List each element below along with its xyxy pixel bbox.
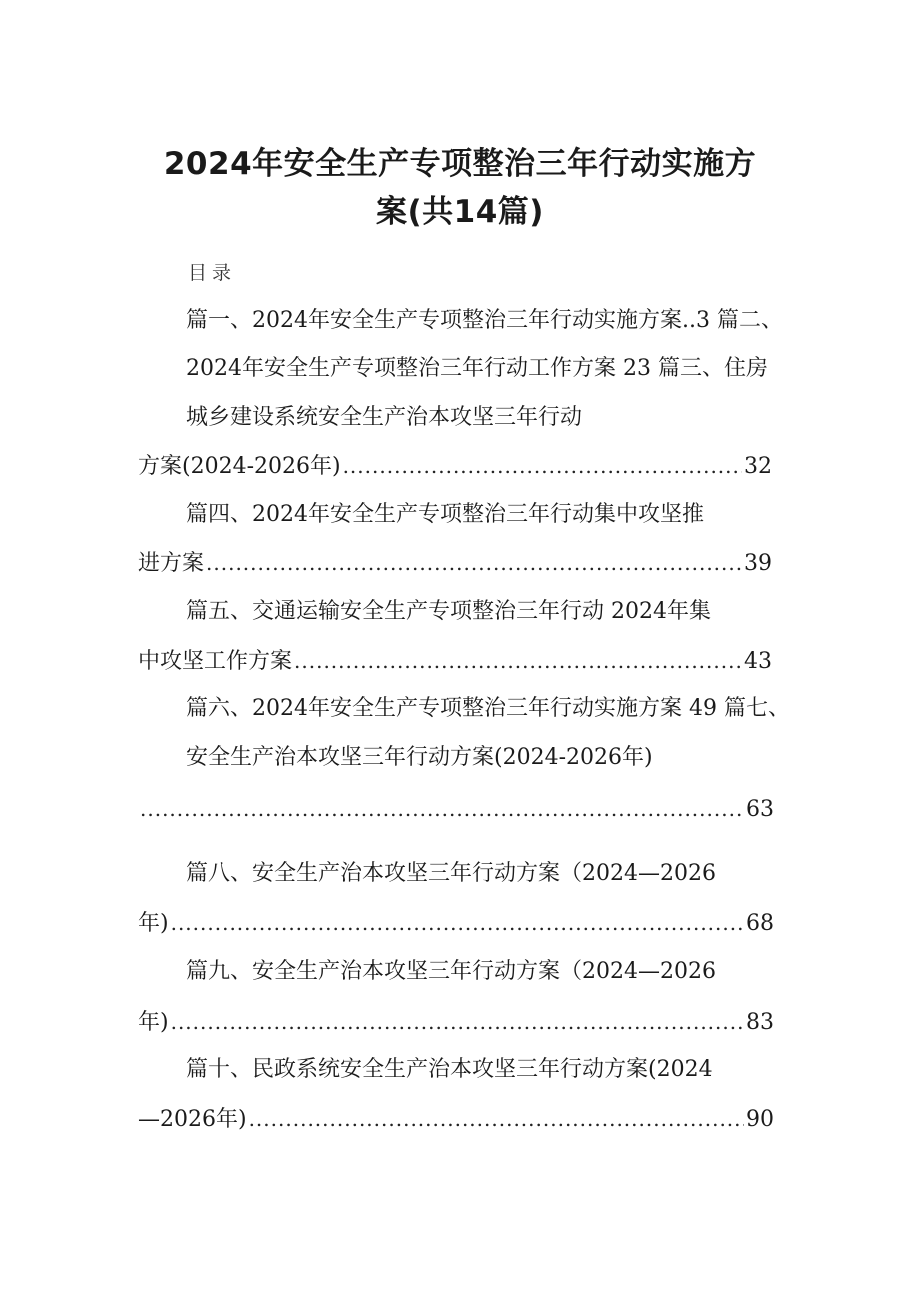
dot-leader [249, 1104, 744, 1134]
toc-entry-label: 方案(2024-2026年) [138, 454, 341, 479]
toc-page-number: 32 [744, 454, 772, 479]
document-title-line1: 2024年安全生产专项整治三年行动实施方 [163, 146, 757, 182]
dot-leader [171, 1007, 744, 1037]
document-title-line2: 案(共14篇) [376, 194, 544, 230]
toc-entry-label: 年) [138, 1010, 169, 1035]
toc-line: 篇六、2024年安全生产专项整治三年行动实施方案 49 篇七、 [186, 696, 790, 721]
toc-line: 篇九、安全生产治本攻坚三年行动方案（2024—2026 [186, 959, 716, 984]
toc-entry-dotted [138, 1104, 774, 1135]
toc-line: 城乡建设系统安全生产治本攻坚三年行动 [186, 405, 583, 430]
toc-entry-label: 进方案 [138, 551, 205, 576]
toc-line: 篇五、交通运输安全生产专项整治三年行动 2024年集 [186, 599, 711, 624]
dot-leader [294, 646, 742, 676]
toc-line: 2024年安全生产专项整治三年行动工作方案 23 篇三、住房 [186, 356, 768, 381]
dot-leader [206, 548, 742, 578]
toc-entry-dotted [138, 908, 774, 939]
toc-entry-label: —2026年) [138, 1107, 247, 1132]
toc-entry-label: 中攻坚工作方案 [138, 649, 293, 674]
toc-line: 篇八、安全生产治本攻坚三年行动方案（2024—2026 [186, 861, 716, 886]
toc-entry-dotted [138, 548, 772, 579]
toc-entry-dotted [138, 451, 772, 482]
toc-line: 篇一、2024年安全生产专项整治三年行动实施方案..3 篇二、 [186, 308, 783, 333]
toc-page-number: 90 [746, 1107, 774, 1132]
dot-leader [140, 794, 744, 824]
toc-entry-dotted [138, 1007, 774, 1038]
toc-page-number: 63 [746, 797, 774, 822]
toc-page-number: 43 [744, 649, 772, 674]
dot-leader [171, 908, 744, 938]
toc-heading: 目录 [188, 262, 237, 284]
toc-entry-dotted [138, 794, 774, 825]
toc-page-number: 68 [746, 911, 774, 936]
dot-leader [343, 451, 742, 481]
toc-page-number: 83 [746, 1010, 774, 1035]
toc-entry-label: 年) [138, 911, 169, 936]
toc-entry-dotted [138, 646, 772, 677]
toc-line: 安全生产治本攻坚三年行动方案(2024-2026年) [186, 745, 653, 770]
toc-page-number: 39 [744, 551, 772, 576]
toc-line: 篇十、民政系统安全生产治本攻坚三年行动方案(2024 [186, 1057, 713, 1082]
toc-line: 篇四、2024年安全生产专项整治三年行动集中攻坚推 [186, 502, 704, 527]
